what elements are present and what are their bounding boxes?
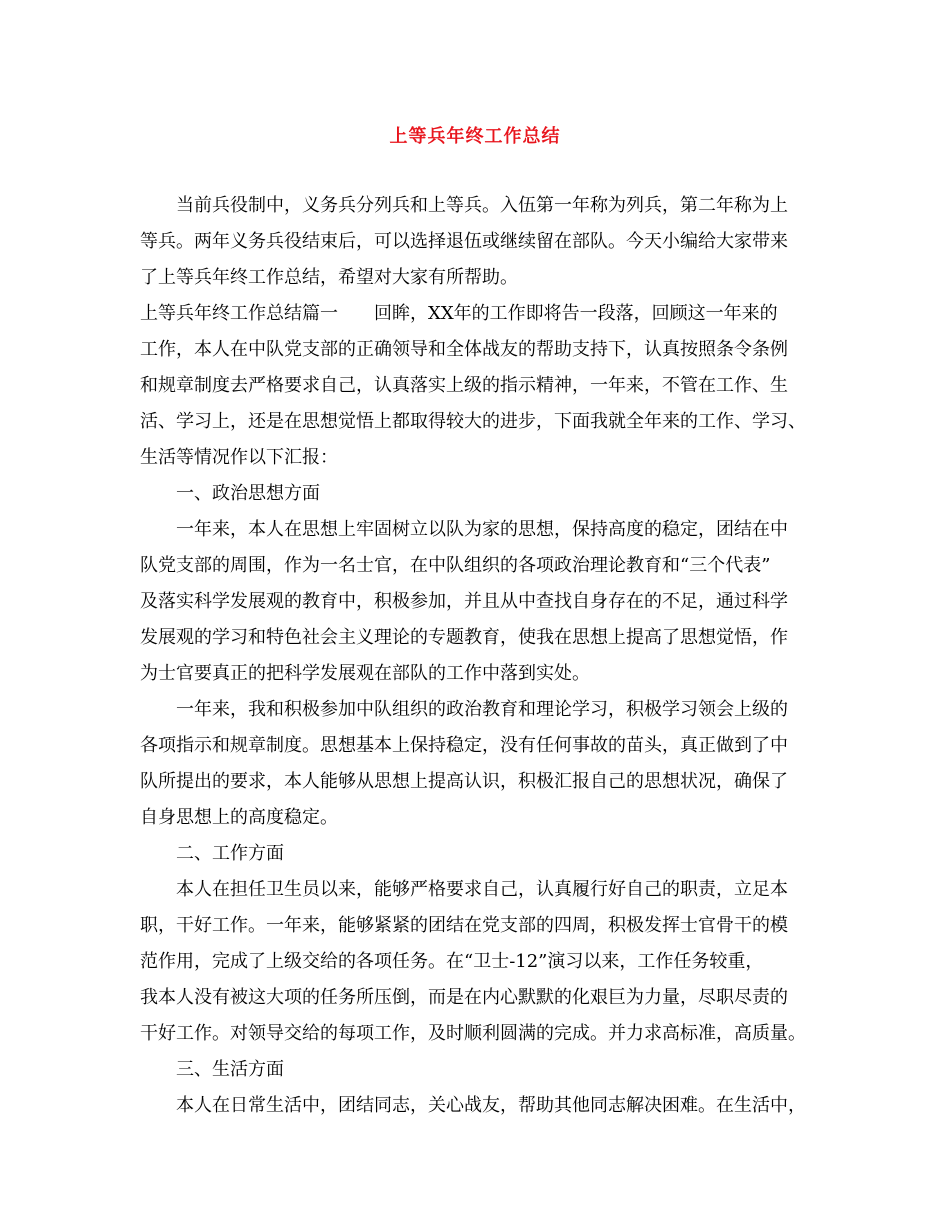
- paragraph-line: 一年来，我和积极参加中队组织的政治教育和理论学习，积极学习领会上级的: [176, 699, 788, 720]
- paragraph-line: 范作用，完成了上级交给的各项任务。在“卫士-12”演习以来，工作任务较重，: [140, 951, 764, 972]
- paragraph-line: 自身思想上的高度稳定。: [140, 807, 338, 828]
- paragraph-line: 和规章制度去严格要求自己，认真落实上级的指示精神，一年来，不管在工作、生: [140, 375, 788, 396]
- paragraph-line: 了上等兵年终工作总结，希望对大家有所帮助。: [140, 267, 518, 288]
- paragraph-line: 各项指示和规章制度。思想基本上保持稳定，没有任何事故的苗头，真正做到了中: [140, 735, 788, 756]
- paragraph-line: 职，干好工作。一年来，能够紧紧的团结在党支部的四周，积极发挥士官骨干的模: [140, 915, 788, 936]
- paragraph-line: 等兵。两年义务兵役结束后，可以选择退伍或继续留在部队。今天小编给大家带来: [140, 231, 788, 252]
- paragraph-line: 本人在日常生活中，团结同志，关心战友，帮助其他同志解决困难。在生活中，: [176, 1095, 806, 1116]
- document-title: 上等兵年终工作总结: [389, 126, 561, 147]
- paragraph-line: 当前兵役制中，义务兵分列兵和上等兵。入伍第一年称为列兵，第二年称为上: [176, 195, 788, 216]
- paragraph-line: 队党支部的周围，作为一名士官，在中队组织的各项政治理论教育和“三个代表”: [140, 555, 771, 576]
- paragraph-line: 干好工作。对领导交给的每项工作，及时顺利圆满的完成。并力求高标准，高质量。: [140, 1023, 806, 1044]
- section-heading: 二、工作方面: [176, 843, 284, 864]
- paragraph-line: 工作，本人在中队党支部的正确领导和全体战友的帮助支持下，认真按照条令条例: [140, 339, 788, 360]
- paragraph-line: 我本人没有被这大项的任务所压倒，而是在内心默默的化艰巨为力量，尽职尽责的: [140, 987, 788, 1008]
- section-heading-line: 上等兵年终工作总结篇一 回眸，XX年的工作即将告一段落，回顾这一年来的: [140, 303, 778, 324]
- paragraph-line: 为士官要真正的把科学发展观在部队的工作中落到实处。: [140, 663, 590, 684]
- paragraph-line: 及落实科学发展观的教育中，积极参加，并且从中查找自身存在的不足，通过科学: [140, 591, 788, 612]
- paragraph-line: 队所提出的要求，本人能够从思想上提高认识，积极汇报自己的思想状况，确保了: [140, 771, 788, 792]
- paragraph-line: 发展观的学习和特色社会主义理论的专题教育，使我在思想上提高了思想觉悟，作: [140, 627, 788, 648]
- paragraph-line: 一年来，本人在思想上牢固树立以队为家的思想，保持高度的稳定，团结在中: [176, 519, 788, 540]
- section-heading: 一、政治思想方面: [176, 483, 320, 504]
- paragraph-line: 生活等情况作以下汇报：: [140, 447, 338, 468]
- section-heading: 三、生活方面: [176, 1059, 284, 1080]
- paragraph-line: 本人在担任卫生员以来，能够严格要求自己，认真履行好自己的职责，立足本: [176, 879, 788, 900]
- paragraph-line: 活、学习上，还是在思想觉悟上都取得较大的进步，下面我就全年来的工作、学习、: [140, 411, 806, 432]
